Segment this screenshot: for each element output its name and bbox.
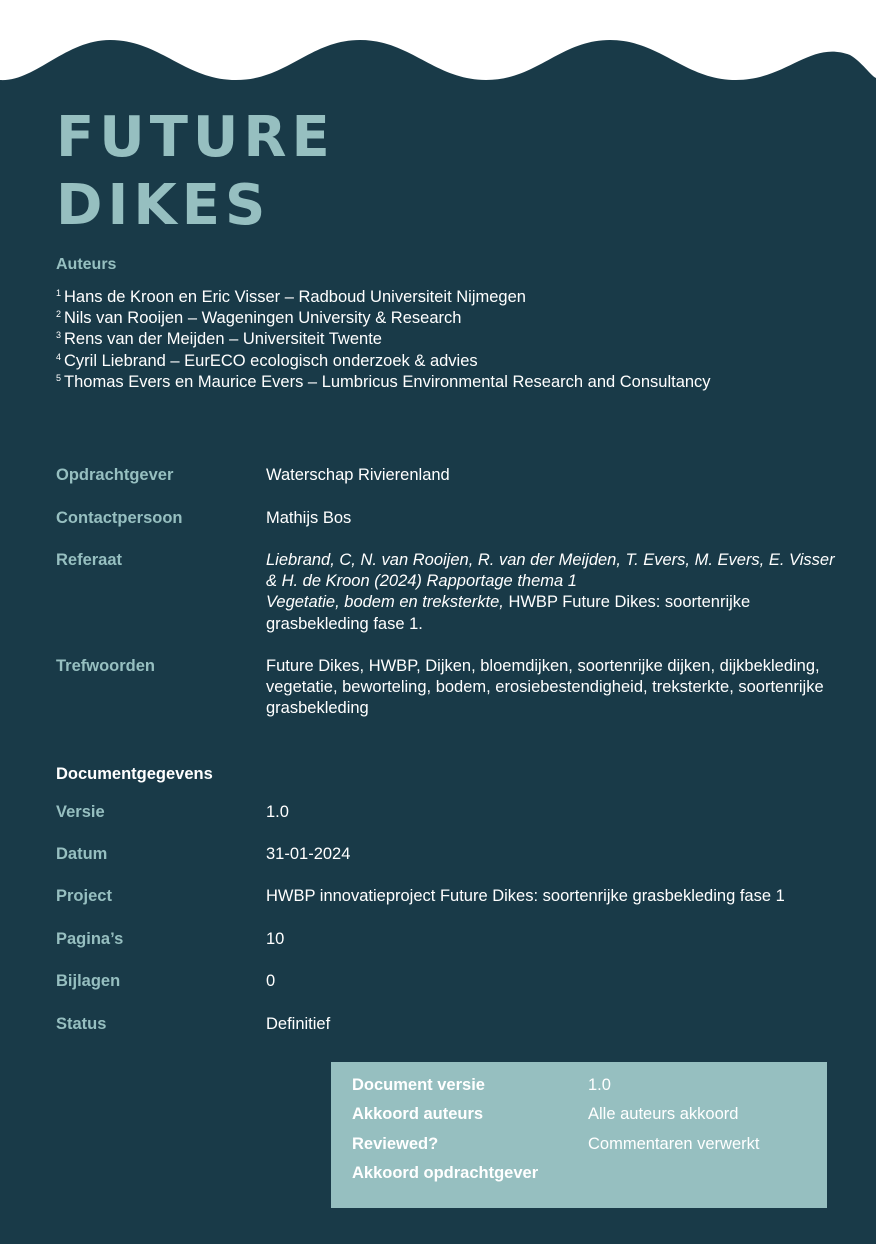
author-item: $^2$ Nils van Rooijen – Wageningen University & Research bbox=[56, 309, 462, 328]
approval-value: Alle auteurs akkoord bbox=[588, 1105, 739, 1123]
approval-value: Commentaren verwerkt bbox=[588, 1135, 760, 1153]
approval-label: Akkoord auteurs bbox=[352, 1105, 484, 1123]
approval-label: Reviewed? bbox=[352, 1135, 439, 1153]
approval-label: Akkoord opdrachtgever bbox=[352, 1164, 539, 1182]
client-label: Opdrachtgever bbox=[56, 466, 174, 484]
authors-list bbox=[56, 287, 711, 393]
contact-label: Contactpersoon bbox=[56, 509, 183, 527]
approval-label: Document versie bbox=[352, 1076, 485, 1094]
reference-project: HWBP Future Dikes: soortenrijke grasbekleding fase 1. bbox=[266, 593, 751, 633]
status-value: Definitief bbox=[266, 1015, 331, 1033]
author-item: $^5$ Thomas Evers en Maurice Evers – Lumbricus Environmental Research and Consultancy bbox=[56, 372, 711, 391]
reference-label: Referaat bbox=[56, 551, 123, 569]
contact-value: Mathijs Bos bbox=[266, 509, 352, 527]
reference-citation: Liebrand, C, N. van Rooijen, R. van der Meijden, T. Evers, M. Evers, E. Visser & H. de Kroon (2024) Rapportage thema 1 bbox=[266, 551, 835, 591]
author-item: $^3$ Rens van der Meijden – Universiteit Twente bbox=[56, 330, 382, 349]
author-item: $^1$ Hans de Kroon en Eric Visser – Radboud Universiteit Nijmegen bbox=[56, 288, 526, 306]
document-details-heading: Documentgegevens bbox=[56, 765, 213, 783]
project-label: Project bbox=[56, 887, 112, 905]
status-label: Status bbox=[56, 1015, 107, 1033]
keywords-label: Trefwoorden bbox=[56, 657, 156, 675]
title-line-2: DIKES bbox=[56, 173, 271, 238]
approval-value: 1.0 bbox=[588, 1076, 611, 1094]
approval-table bbox=[331, 1062, 827, 1208]
appendices-label: Bijlagen bbox=[56, 972, 121, 990]
pages-label: Pagina’s bbox=[56, 930, 124, 948]
keywords-value: Future Dikes, HWBP, Dijken, bloemdijken, soortenrijke dijken, dijkbekleding, vegetatie, beworteling, bodem, erosiebestendigheid, treksterkte, soortenrijke grasbekleding bbox=[266, 657, 824, 718]
document-title bbox=[56, 104, 335, 240]
authors-heading: Auteurs bbox=[56, 256, 117, 273]
pages-value: 10 bbox=[266, 930, 285, 948]
appendices-value: 0 bbox=[266, 972, 276, 990]
date-value: 31-01-2024 bbox=[266, 845, 351, 863]
project-value: HWBP innovatieproject Future Dikes: soortenrijke grasbekleding fase 1 bbox=[266, 887, 785, 905]
author-item: $^4$ Cyril Liebrand – EurECO ecologisch onderzoek & advies bbox=[56, 351, 478, 370]
version-label: Versie bbox=[56, 803, 105, 821]
reference-report-title: Vegetatie, bodem en treksterkte, bbox=[266, 593, 504, 612]
date-label: Datum bbox=[56, 845, 108, 863]
title-line-1: FUTURE bbox=[56, 105, 335, 170]
client-value: Waterschap Rivierenland bbox=[266, 466, 450, 484]
reference-value bbox=[266, 550, 846, 635]
version-value: 1.0 bbox=[266, 803, 289, 821]
